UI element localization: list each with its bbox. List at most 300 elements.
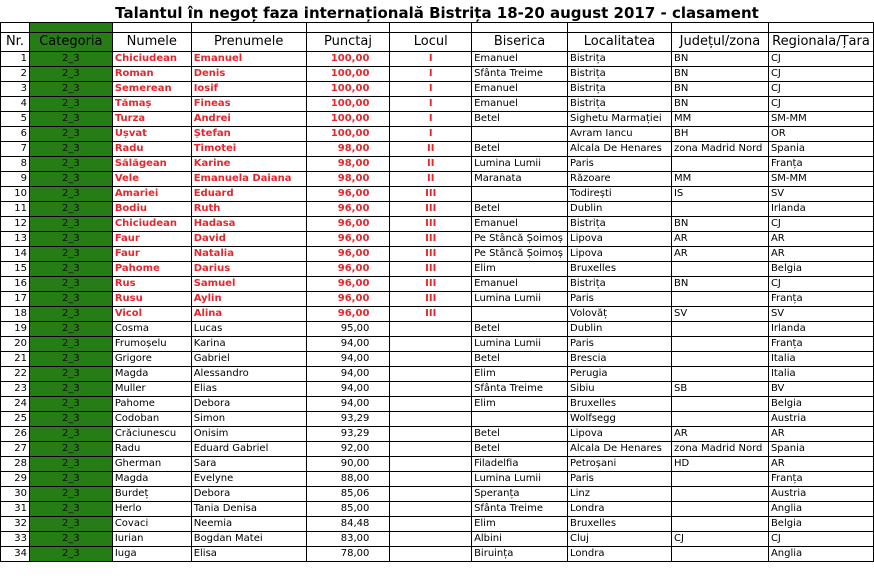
cell-regionala: Austria	[768, 412, 873, 427]
cell-locul: III	[390, 217, 472, 232]
cell-judetul	[671, 502, 768, 517]
cell-judetul	[671, 487, 768, 502]
cell-biserica: Lumina Lumii	[472, 337, 568, 352]
cell-biserica: Lumina Lumii	[472, 472, 568, 487]
cell-categoria: 2_3	[29, 487, 112, 502]
cell-punctaj: 100,00	[306, 112, 390, 127]
cell-punctaj: 84,48	[306, 517, 390, 532]
cell-nr: 21	[1, 352, 30, 367]
cell-regionala: Belgia	[768, 397, 873, 412]
cell-numele: Iuga	[112, 547, 191, 562]
cell-biserica	[472, 187, 568, 202]
cell-regionala: BV	[768, 382, 873, 397]
table-row	[1, 517, 874, 532]
cell-numele: Radu	[112, 142, 191, 157]
cell-biserica: Sfânta Treime	[472, 502, 568, 517]
cell-punctaj: 85,00	[306, 502, 390, 517]
cell-locul	[390, 457, 472, 472]
cell-punctaj: 83,00	[306, 532, 390, 547]
cell-biserica	[472, 307, 568, 322]
cell-biserica: Emanuel	[472, 217, 568, 232]
cell-categoria: 2_3	[29, 247, 112, 262]
cell-localitatea: Paris	[568, 337, 672, 352]
cell-punctaj: 94,00	[306, 337, 390, 352]
cell-categoria: 2_3	[29, 187, 112, 202]
cell-locul: II	[390, 172, 472, 187]
cell-biserica: Lumina Lumii	[472, 157, 568, 172]
cell-prenumele: Eduard Gabriel	[191, 442, 306, 457]
cell-punctaj: 96,00	[306, 217, 390, 232]
cell-localitatea: Paris	[568, 292, 672, 307]
cell-categoria: 2_3	[29, 142, 112, 157]
cell-numele: Bodiu	[112, 202, 191, 217]
ranking-table	[0, 22, 874, 562]
cell-regionala: CJ	[768, 277, 873, 292]
cell-judetul: BN	[671, 97, 768, 112]
cell-localitatea: Londra	[568, 502, 672, 517]
cell-locul	[390, 517, 472, 532]
cell-biserica: Betel	[472, 352, 568, 367]
cell-regionala: CJ	[768, 67, 873, 82]
table-row	[1, 352, 874, 367]
cell-prenumele: Emanuel	[191, 52, 306, 67]
table-row	[1, 472, 874, 487]
cell-judetul	[671, 337, 768, 352]
cell-numele: Crăciunescu	[112, 427, 191, 442]
cell-nr: 29	[1, 472, 30, 487]
cell-prenumele: Onisim	[191, 427, 306, 442]
cell-biserica: Betel	[472, 202, 568, 217]
cell-prenumele: Timotei	[191, 142, 306, 157]
cell-punctaj: 96,00	[306, 202, 390, 217]
cell-localitatea: Paris	[568, 157, 672, 172]
cell-punctaj: 96,00	[306, 262, 390, 277]
cell-categoria: 2_3	[29, 532, 112, 547]
cell-nr: 2	[1, 67, 30, 82]
cell-nr: 24	[1, 397, 30, 412]
cell-locul: I	[390, 82, 472, 97]
cell-nr: 20	[1, 337, 30, 352]
cell-judetul: MM	[671, 112, 768, 127]
cell-prenumele: Iosif	[191, 82, 306, 97]
cell-regionala: Spania	[768, 142, 873, 157]
cell-locul: III	[390, 277, 472, 292]
cell-punctaj: 90,00	[306, 457, 390, 472]
cell-punctaj: 100,00	[306, 127, 390, 142]
table-row	[1, 172, 874, 187]
cell-prenumele: Darius	[191, 262, 306, 277]
cell-locul	[390, 487, 472, 502]
cell-judetul: AR	[671, 427, 768, 442]
table-row	[1, 442, 874, 457]
cell-nr: 3	[1, 82, 30, 97]
cell-nr: 23	[1, 382, 30, 397]
cell-locul: I	[390, 97, 472, 112]
cell-biserica: Emanuel	[472, 82, 568, 97]
cell-localitatea: Sibiu	[568, 382, 672, 397]
cell-judetul	[671, 202, 768, 217]
cell-regionala: CJ	[768, 52, 873, 67]
cell-biserica: Pe Stâncă Șoimoș	[472, 247, 568, 262]
cell-localitatea: Lipova	[568, 427, 672, 442]
cell-punctaj: 98,00	[306, 142, 390, 157]
cell-localitatea: Răzoare	[568, 172, 672, 187]
cell-prenumele: Emanuela Daiana	[191, 172, 306, 187]
table-row	[1, 202, 874, 217]
cell-numele: Tămaș	[112, 97, 191, 112]
cell-prenumele: Fineas	[191, 97, 306, 112]
cell-regionala: Spania	[768, 442, 873, 457]
table-row	[1, 97, 874, 112]
cell-numele: Sălăgean	[112, 157, 191, 172]
cell-numele: Muller	[112, 382, 191, 397]
cell-nr: 19	[1, 322, 30, 337]
table-row	[1, 412, 874, 427]
cell-biserica: Emanuel	[472, 52, 568, 67]
cell-nr: 4	[1, 97, 30, 112]
cell-numele: Turza	[112, 112, 191, 127]
cell-punctaj: 94,00	[306, 367, 390, 382]
cell-biserica: Betel	[472, 142, 568, 157]
cell-nr: 8	[1, 157, 30, 172]
cell-nr: 7	[1, 142, 30, 157]
table-row	[1, 157, 874, 172]
cell-punctaj: 96,00	[306, 277, 390, 292]
cell-numele: Chiciudean	[112, 52, 191, 67]
cell-localitatea: Bistrița	[568, 97, 672, 112]
cell-judetul: BN	[671, 217, 768, 232]
cell-biserica: Speranța	[472, 487, 568, 502]
cell-localitatea: Bistrița	[568, 67, 672, 82]
cell-regionala: Franța	[768, 157, 873, 172]
cell-nr: 30	[1, 487, 30, 502]
cell-localitatea: Wolfsegg	[568, 412, 672, 427]
cell-regionala: Italia	[768, 367, 873, 382]
cell-numele: Covaci	[112, 517, 191, 532]
cell-biserica: Emanuel	[472, 97, 568, 112]
header-localitatea: Localitatea	[568, 33, 672, 52]
cell-punctaj: 78,00	[306, 547, 390, 562]
cell-nr: 9	[1, 172, 30, 187]
header-prenumele: Prenumele	[191, 33, 306, 52]
cell-localitatea: Dublin	[568, 322, 672, 337]
table-row	[1, 247, 874, 262]
header-nr: Nr.	[1, 33, 30, 52]
cell-categoria: 2_3	[29, 97, 112, 112]
cell-regionala: Austria	[768, 487, 873, 502]
cell-localitatea: Bruxelles	[568, 397, 672, 412]
cell-locul: I	[390, 67, 472, 82]
cell-locul	[390, 502, 472, 517]
cell-prenumele: Aylin	[191, 292, 306, 307]
cell-nr: 13	[1, 232, 30, 247]
cell-punctaj: 94,00	[306, 352, 390, 367]
cell-regionala: CJ	[768, 97, 873, 112]
cell-judetul	[671, 517, 768, 532]
cell-regionala: Irlanda	[768, 202, 873, 217]
cell-locul: III	[390, 247, 472, 262]
cell-judetul: CJ	[671, 532, 768, 547]
cell-judetul: BN	[671, 277, 768, 292]
cell-categoria: 2_3	[29, 472, 112, 487]
cell-judetul: AR	[671, 247, 768, 262]
cell-judetul	[671, 352, 768, 367]
cell-locul	[390, 427, 472, 442]
cell-prenumele: Denis	[191, 67, 306, 82]
cell-localitatea: Bistrița	[568, 82, 672, 97]
cell-biserica: Elim	[472, 262, 568, 277]
cell-locul	[390, 352, 472, 367]
cell-judetul: BN	[671, 82, 768, 97]
cell-categoria: 2_3	[29, 502, 112, 517]
cell-categoria: 2_3	[29, 397, 112, 412]
cell-localitatea: Todirești	[568, 187, 672, 202]
cell-locul: II	[390, 157, 472, 172]
cell-localitatea: Bruxelles	[568, 262, 672, 277]
cell-judetul	[671, 367, 768, 382]
cell-prenumele: Eduard	[191, 187, 306, 202]
cell-prenumele: Sara	[191, 457, 306, 472]
table-row	[1, 337, 874, 352]
cell-nr: 25	[1, 412, 30, 427]
cell-locul	[390, 397, 472, 412]
cell-nr: 10	[1, 187, 30, 202]
cell-numele: Rusu	[112, 292, 191, 307]
header-locul: Locul	[390, 33, 472, 52]
cell-nr: 22	[1, 367, 30, 382]
cell-numele: Pahome	[112, 262, 191, 277]
cell-categoria: 2_3	[29, 262, 112, 277]
table-row	[1, 307, 874, 322]
cell-categoria: 2_3	[29, 217, 112, 232]
table-row	[1, 292, 874, 307]
cell-numele: Roman	[112, 67, 191, 82]
cell-punctaj: 100,00	[306, 67, 390, 82]
cell-prenumele: Karina	[191, 337, 306, 352]
cell-localitatea: Alcala De Henares	[568, 142, 672, 157]
cell-prenumele: Evelyne	[191, 472, 306, 487]
cell-prenumele: David	[191, 232, 306, 247]
cell-biserica: Betel	[472, 112, 568, 127]
cell-regionala: Anglia	[768, 547, 873, 562]
cell-biserica: Biruința	[472, 547, 568, 562]
cell-punctaj: 92,00	[306, 442, 390, 457]
cell-biserica	[472, 412, 568, 427]
cell-nr: 28	[1, 457, 30, 472]
cell-locul	[390, 412, 472, 427]
cell-locul: I	[390, 52, 472, 67]
cell-judetul: HD	[671, 457, 768, 472]
cell-judetul	[671, 412, 768, 427]
cell-biserica: Albini	[472, 532, 568, 547]
cell-regionala: Franța	[768, 337, 873, 352]
cell-regionala: CJ	[768, 82, 873, 97]
cell-nr: 5	[1, 112, 30, 127]
cell-nr: 14	[1, 247, 30, 262]
cell-judetul	[671, 397, 768, 412]
cell-numele: Semerean	[112, 82, 191, 97]
cell-biserica: Elim	[472, 367, 568, 382]
table-row	[1, 457, 874, 472]
table-row	[1, 322, 874, 337]
cell-categoria: 2_3	[29, 277, 112, 292]
cell-numele: Amariei	[112, 187, 191, 202]
cell-categoria: 2_3	[29, 232, 112, 247]
cell-prenumele: Bogdan Matei	[191, 532, 306, 547]
cell-nr: 1	[1, 52, 30, 67]
cell-prenumele: Alessandro	[191, 367, 306, 382]
table-row	[1, 67, 874, 82]
cell-biserica: Elim	[472, 397, 568, 412]
cell-prenumele: Elisa	[191, 547, 306, 562]
cell-categoria: 2_3	[29, 337, 112, 352]
table-row	[1, 487, 874, 502]
cell-categoria: 2_3	[29, 427, 112, 442]
cell-regionala: Belgia	[768, 262, 873, 277]
cell-punctaj: 88,00	[306, 472, 390, 487]
table-row	[1, 217, 874, 232]
cell-punctaj: 96,00	[306, 247, 390, 262]
cell-locul: III	[390, 202, 472, 217]
table-row	[1, 82, 874, 97]
table-row	[1, 187, 874, 202]
header-numele: Numele	[112, 33, 191, 52]
cell-regionala: SV	[768, 187, 873, 202]
cell-judetul: BN	[671, 52, 768, 67]
cell-localitatea: Lipova	[568, 247, 672, 262]
cell-regionala: AR	[768, 247, 873, 262]
cell-locul: III	[390, 262, 472, 277]
table-row	[1, 382, 874, 397]
cell-locul: I	[390, 112, 472, 127]
cell-localitatea: Londra	[568, 547, 672, 562]
cell-regionala: AR	[768, 427, 873, 442]
cell-localitatea: Volovăț	[568, 307, 672, 322]
table-row	[1, 502, 874, 517]
cell-numele: Rus	[112, 277, 191, 292]
cell-biserica: Elim	[472, 517, 568, 532]
header-categoria: Categoria	[29, 33, 112, 52]
cell-locul: I	[390, 127, 472, 142]
cell-biserica: Betel	[472, 442, 568, 457]
cell-regionala: Anglia	[768, 502, 873, 517]
cell-punctaj: 98,00	[306, 157, 390, 172]
cell-regionala: CJ	[768, 217, 873, 232]
cell-prenumele: Tania Denisa	[191, 502, 306, 517]
cell-prenumele: Alina	[191, 307, 306, 322]
cell-localitatea: Brescia	[568, 352, 672, 367]
cell-judetul	[671, 547, 768, 562]
cell-judetul	[671, 472, 768, 487]
blank-row	[1, 23, 874, 33]
cell-punctaj: 94,00	[306, 397, 390, 412]
cell-biserica: Sfânta Treime	[472, 67, 568, 82]
cell-judetul: SV	[671, 307, 768, 322]
table-row	[1, 277, 874, 292]
cell-numele: Faur	[112, 247, 191, 262]
cell-prenumele: Gabriel	[191, 352, 306, 367]
table-row	[1, 547, 874, 562]
cell-judetul: AR	[671, 232, 768, 247]
header-row	[1, 33, 874, 52]
cell-locul: II	[390, 142, 472, 157]
cell-categoria: 2_3	[29, 112, 112, 127]
cell-categoria: 2_3	[29, 412, 112, 427]
table-row	[1, 427, 874, 442]
cell-localitatea: Linz	[568, 487, 672, 502]
cell-judetul: IS	[671, 187, 768, 202]
cell-localitatea: Bistrița	[568, 52, 672, 67]
cell-locul	[390, 442, 472, 457]
cell-numele: Magda	[112, 367, 191, 382]
cell-localitatea: Avram Iancu	[568, 127, 672, 142]
cell-punctaj: 96,00	[306, 232, 390, 247]
cell-categoria: 2_3	[29, 352, 112, 367]
header-punctaj: Punctaj	[306, 33, 390, 52]
cell-regionala: SM-MM	[768, 112, 873, 127]
cell-regionala: Italia	[768, 352, 873, 367]
header-regionala: Regionala/Țara	[768, 33, 873, 52]
cell-punctaj: 98,00	[306, 172, 390, 187]
cell-locul	[390, 472, 472, 487]
cell-numele: Iurian	[112, 532, 191, 547]
cell-prenumele: Karine	[191, 157, 306, 172]
cell-numele: Cosma	[112, 322, 191, 337]
cell-regionala: Franța	[768, 472, 873, 487]
cell-numele: Faur	[112, 232, 191, 247]
sheet-title: Talantul în negoț faza internațională Bistrița 18-20 august 2017 - clasament	[115, 4, 759, 22]
cell-nr: 26	[1, 427, 30, 442]
cell-punctaj: 96,00	[306, 187, 390, 202]
cell-biserica	[472, 127, 568, 142]
cell-regionala: AR	[768, 232, 873, 247]
cell-biserica: Betel	[472, 427, 568, 442]
cell-judetul: zona Madrid Nord	[671, 442, 768, 457]
header-judetul: Județul/zona	[671, 33, 768, 52]
cell-categoria: 2_3	[29, 202, 112, 217]
cell-nr: 34	[1, 547, 30, 562]
table-row	[1, 112, 874, 127]
cell-judetul: BH	[671, 127, 768, 142]
cell-regionala: SV	[768, 307, 873, 322]
cell-categoria: 2_3	[29, 172, 112, 187]
cell-prenumele: Elias	[191, 382, 306, 397]
cell-biserica: Filadelfia	[472, 457, 568, 472]
cell-locul: III	[390, 292, 472, 307]
cell-regionala: Irlanda	[768, 322, 873, 337]
cell-nr: 6	[1, 127, 30, 142]
cell-numele: Codoban	[112, 412, 191, 427]
cell-prenumele: Samuel	[191, 277, 306, 292]
cell-categoria: 2_3	[29, 157, 112, 172]
cell-localitatea: Bistrița	[568, 277, 672, 292]
table-row	[1, 142, 874, 157]
cell-judetul	[671, 157, 768, 172]
cell-judetul: SB	[671, 382, 768, 397]
cell-numele: Gherman	[112, 457, 191, 472]
table-row	[1, 397, 874, 412]
cell-localitatea: Sighetu Marmației	[568, 112, 672, 127]
cell-categoria: 2_3	[29, 67, 112, 82]
cell-numele: Herlo	[112, 502, 191, 517]
cell-nr: 17	[1, 292, 30, 307]
cell-judetul	[671, 262, 768, 277]
header-biserica: Biserica	[472, 33, 568, 52]
cell-localitatea: Paris	[568, 472, 672, 487]
table-row	[1, 262, 874, 277]
cell-prenumele: Andrei	[191, 112, 306, 127]
cell-biserica: Sfânta Treime	[472, 382, 568, 397]
